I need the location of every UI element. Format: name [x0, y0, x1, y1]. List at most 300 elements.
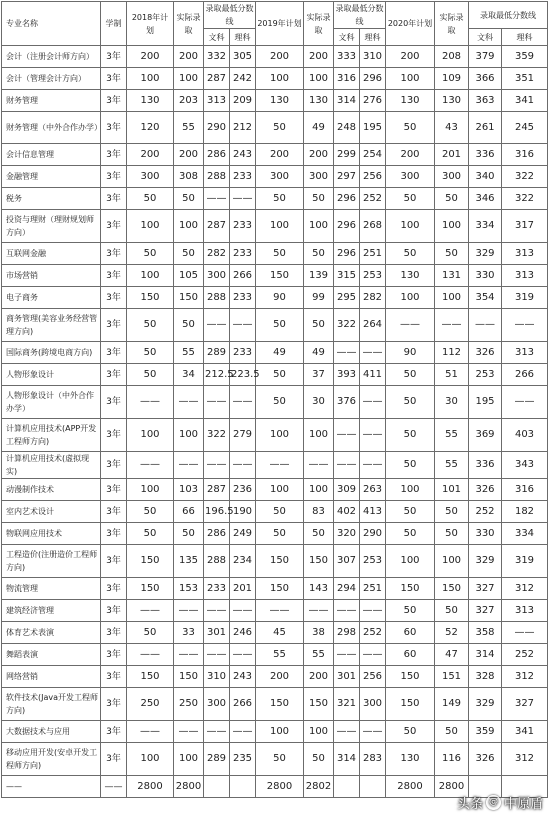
value-cell: 83 — [304, 501, 334, 523]
value-cell: 321 — [334, 688, 360, 721]
value-cell: 101 — [435, 479, 469, 501]
value-cell: 286 — [204, 144, 230, 166]
value-cell: 150 — [304, 545, 334, 578]
value-cell: 55 — [174, 112, 204, 144]
header-science-2019: 理科 — [360, 29, 386, 46]
value-cell: 43 — [435, 112, 469, 144]
value-cell: 200 — [256, 144, 304, 166]
value-cell: 50 — [386, 112, 435, 144]
duration-cell: 3年 — [101, 666, 127, 688]
value-cell: —— — [204, 309, 230, 342]
value-cell: 50 — [435, 523, 469, 545]
value-cell — [334, 776, 360, 798]
major-name-cell: 人物形象设计 — [2, 364, 101, 386]
value-cell: 100 — [435, 545, 469, 578]
value-cell: 332 — [204, 46, 230, 68]
major-name-cell: 室内艺术设计 — [2, 501, 101, 523]
value-cell — [360, 776, 386, 798]
value-cell: 287 — [204, 210, 230, 243]
major-name-cell: 网络营销 — [2, 666, 101, 688]
value-cell: 253 — [360, 265, 386, 287]
header-duration: 学制 — [101, 2, 127, 46]
value-cell: 150 — [386, 666, 435, 688]
value-cell: 50 — [127, 622, 174, 644]
value-cell: 320 — [334, 523, 360, 545]
value-cell: 130 — [127, 90, 174, 112]
value-cell: 316 — [502, 144, 548, 166]
value-cell: 358 — [469, 622, 502, 644]
value-cell: 100 — [386, 68, 435, 90]
table-row — [2, 166, 548, 188]
value-cell: —— — [360, 644, 386, 666]
value-cell: 55 — [174, 342, 204, 364]
value-cell: 130 — [256, 90, 304, 112]
value-cell: 266 — [230, 688, 256, 721]
major-name-cell: 税务 — [2, 188, 101, 210]
value-cell: 261 — [469, 112, 502, 144]
value-cell: 190 — [230, 501, 256, 523]
value-cell: 327 — [469, 600, 502, 622]
value-cell: 150 — [127, 545, 174, 578]
value-cell: 47 — [435, 644, 469, 666]
value-cell: 50 — [256, 243, 304, 265]
value-cell: 411 — [360, 364, 386, 386]
value-cell: —— — [204, 188, 230, 210]
value-cell: 30 — [304, 386, 334, 419]
value-cell: 55 — [435, 419, 469, 452]
value-cell: 413 — [360, 501, 386, 523]
table-row — [2, 90, 548, 112]
value-cell: 100 — [256, 479, 304, 501]
value-cell: 195 — [360, 112, 386, 144]
value-cell: 2800 — [127, 776, 174, 798]
value-cell: 330 — [469, 265, 502, 287]
duration-cell: 3年 — [101, 287, 127, 309]
duration-cell: 3年 — [101, 364, 127, 386]
header-plan-2020: 2020年计划 — [386, 2, 435, 46]
header-science-2020: 理科 — [502, 29, 548, 46]
value-cell: 300 — [256, 166, 304, 188]
value-cell: 276 — [360, 90, 386, 112]
major-name-cell: 电子商务 — [2, 287, 101, 309]
value-cell: 50 — [435, 501, 469, 523]
value-cell: 50 — [304, 309, 334, 342]
duration-cell: 3年 — [101, 721, 127, 743]
value-cell: 100 — [386, 210, 435, 243]
duration-cell: 3年 — [101, 342, 127, 364]
table-row — [2, 666, 548, 688]
value-cell: 376 — [334, 386, 360, 419]
value-cell: 313 — [502, 600, 548, 622]
value-cell: 50 — [435, 600, 469, 622]
value-cell: 50 — [256, 386, 304, 419]
major-name-cell: 商务管理(美容业务经营管理方向) — [2, 309, 101, 342]
value-cell: 50 — [386, 364, 435, 386]
value-cell: —— — [469, 309, 502, 342]
value-cell: —— — [230, 452, 256, 479]
value-cell: 50 — [127, 364, 174, 386]
value-cell: 334 — [469, 210, 502, 243]
value-cell: 296 — [334, 188, 360, 210]
value-cell: 50 — [304, 243, 334, 265]
major-name-cell: 建筑经济管理 — [2, 600, 101, 622]
value-cell: 313 — [502, 342, 548, 364]
value-cell: 52 — [435, 622, 469, 644]
value-cell: 130 — [386, 743, 435, 776]
table-row — [2, 386, 548, 419]
duration-cell: 3年 — [101, 644, 127, 666]
duration-cell: —— — [101, 776, 127, 798]
major-name-cell: 计算机应用技术(APP开发工程师方向) — [2, 419, 101, 452]
value-cell: 50 — [435, 188, 469, 210]
value-cell: 289 — [204, 342, 230, 364]
value-cell: 319 — [502, 545, 548, 578]
table-row — [2, 578, 548, 600]
value-cell: —— — [204, 644, 230, 666]
value-cell: 254 — [360, 144, 386, 166]
value-cell: 90 — [256, 287, 304, 309]
value-cell: 326 — [469, 342, 502, 364]
value-cell: 49 — [304, 342, 334, 364]
value-cell: 290 — [204, 112, 230, 144]
value-cell: 256 — [360, 166, 386, 188]
table-row — [2, 644, 548, 666]
value-cell: 150 — [127, 287, 174, 309]
value-cell: 336 — [469, 452, 502, 479]
value-cell: 327 — [502, 688, 548, 721]
value-cell: 33 — [174, 622, 204, 644]
value-cell: 295 — [334, 287, 360, 309]
major-name-cell: —— — [2, 776, 101, 798]
watermark — [457, 793, 543, 812]
value-cell: 150 — [127, 666, 174, 688]
value-cell: 312 — [502, 666, 548, 688]
header-plan-2019: 2019年计划 — [256, 2, 304, 46]
header-science-2018: 理科 — [230, 29, 256, 46]
table-row — [2, 523, 548, 545]
value-cell: —— — [127, 386, 174, 419]
value-cell: —— — [127, 644, 174, 666]
value-cell: 251 — [360, 243, 386, 265]
value-cell: 50 — [256, 112, 304, 144]
value-cell: 290 — [360, 523, 386, 545]
value-cell: —— — [360, 600, 386, 622]
duration-cell: 3年 — [101, 479, 127, 501]
duration-cell: 3年 — [101, 545, 127, 578]
value-cell: 60 — [386, 622, 435, 644]
value-cell: 50 — [174, 188, 204, 210]
header-actual-2019: 实际录取 — [304, 2, 334, 46]
value-cell: 150 — [174, 666, 204, 688]
value-cell: 346 — [469, 188, 502, 210]
value-cell: 287 — [204, 479, 230, 501]
value-cell: 150 — [256, 265, 304, 287]
value-cell: 379 — [469, 46, 502, 68]
major-name-cell: 国际商务(跨境电商方向) — [2, 342, 101, 364]
value-cell: 150 — [256, 545, 304, 578]
value-cell: 50 — [127, 501, 174, 523]
value-cell: 343 — [502, 452, 548, 479]
major-name-cell: 财务管理（中外合作办学） — [2, 112, 101, 144]
value-cell: 51 — [435, 364, 469, 386]
value-cell: 50 — [386, 188, 435, 210]
value-cell: 50 — [256, 523, 304, 545]
value-cell: 300 — [204, 688, 230, 721]
header-actual-2018: 实际录取 — [174, 2, 204, 46]
value-cell: 100 — [127, 210, 174, 243]
value-cell: 393 — [334, 364, 360, 386]
value-cell: 100 — [174, 419, 204, 452]
value-cell: —— — [230, 644, 256, 666]
value-cell: 120 — [127, 112, 174, 144]
value-cell: 313 — [204, 90, 230, 112]
major-name-cell: 体育艺术表演 — [2, 622, 101, 644]
value-cell: 250 — [127, 688, 174, 721]
duration-cell: 3年 — [101, 688, 127, 721]
value-cell: —— — [334, 452, 360, 479]
value-cell: 301 — [334, 666, 360, 688]
value-cell: —— — [256, 452, 304, 479]
value-cell: 366 — [469, 68, 502, 90]
value-cell: 251 — [360, 578, 386, 600]
value-cell: —— — [502, 309, 548, 342]
value-cell: 50 — [127, 309, 174, 342]
watermark-prefix: 头条 — [456, 797, 483, 812]
duration-cell: 3年 — [101, 243, 127, 265]
major-name-cell: 大数据技术与应用 — [2, 721, 101, 743]
value-cell: 354 — [469, 287, 502, 309]
value-cell: 100 — [435, 287, 469, 309]
value-cell: —— — [435, 309, 469, 342]
value-cell: 2802 — [304, 776, 334, 798]
value-cell: 308 — [174, 166, 204, 188]
value-cell: 100 — [386, 545, 435, 578]
table-row — [2, 545, 548, 578]
value-cell: 233 — [204, 578, 230, 600]
value-cell: —— — [127, 721, 174, 743]
value-cell: 312 — [502, 743, 548, 776]
value-cell: 294 — [334, 578, 360, 600]
value-cell: 300 — [127, 166, 174, 188]
value-cell: 313 — [502, 243, 548, 265]
value-cell: 100 — [304, 68, 334, 90]
major-name-cell: 会计（注册会计师方向） — [2, 46, 101, 68]
value-cell: 242 — [230, 68, 256, 90]
value-cell: 328 — [469, 666, 502, 688]
value-cell: 100 — [174, 743, 204, 776]
value-cell: —— — [174, 721, 204, 743]
duration-cell: 3年 — [101, 90, 127, 112]
duration-cell: 3年 — [101, 68, 127, 90]
duration-cell: 3年 — [101, 166, 127, 188]
value-cell: 100 — [304, 419, 334, 452]
value-cell: 212 — [230, 112, 256, 144]
value-cell: 50 — [386, 386, 435, 419]
value-cell: 195 — [469, 386, 502, 419]
value-cell: 314 — [469, 644, 502, 666]
at-icon: @ — [486, 795, 501, 810]
table-row — [2, 265, 548, 287]
value-cell: 200 — [304, 666, 334, 688]
value-cell: 50 — [127, 523, 174, 545]
value-cell: —— — [230, 309, 256, 342]
major-name-cell: 会计信息管理 — [2, 144, 101, 166]
value-cell: 286 — [204, 523, 230, 545]
header-min-score-2019: 录取最低分数线 — [334, 2, 386, 29]
value-cell: 150 — [174, 287, 204, 309]
value-cell: 130 — [386, 90, 435, 112]
value-cell: —— — [174, 600, 204, 622]
value-cell: 329 — [469, 243, 502, 265]
value-cell: —— — [502, 386, 548, 419]
duration-cell: 3年 — [101, 309, 127, 342]
value-cell: —— — [204, 452, 230, 479]
value-cell: 266 — [230, 265, 256, 287]
table-row — [2, 419, 548, 452]
value-cell: 50 — [386, 721, 435, 743]
value-cell: 305 — [230, 46, 256, 68]
table-row — [2, 68, 548, 90]
value-cell: 309 — [334, 479, 360, 501]
major-name-cell: 金融管理 — [2, 166, 101, 188]
value-cell: 50 — [174, 309, 204, 342]
value-cell: 300 — [435, 166, 469, 188]
value-cell: 245 — [502, 112, 548, 144]
value-cell: 100 — [304, 479, 334, 501]
value-cell: 100 — [174, 210, 204, 243]
value-cell: —— — [127, 452, 174, 479]
value-cell: 359 — [502, 46, 548, 68]
value-cell: 200 — [304, 46, 334, 68]
value-cell: —— — [204, 600, 230, 622]
value-cell: 50 — [386, 501, 435, 523]
value-cell: —— — [334, 419, 360, 452]
value-cell: —— — [502, 622, 548, 644]
duration-cell: 3年 — [101, 578, 127, 600]
major-name-cell: 移动应用开发(安卓开发工程师方向) — [2, 743, 101, 776]
value-cell: 50 — [256, 364, 304, 386]
value-cell: 341 — [502, 721, 548, 743]
value-cell: 50 — [127, 243, 174, 265]
value-cell: 100 — [256, 419, 304, 452]
value-cell: —— — [256, 600, 304, 622]
value-cell: 329 — [469, 545, 502, 578]
value-cell — [204, 776, 230, 798]
major-name-cell: 物流管理 — [2, 578, 101, 600]
value-cell: 200 — [386, 144, 435, 166]
value-cell: 235 — [230, 743, 256, 776]
value-cell: 233 — [230, 287, 256, 309]
header-plan-2018: 2018年计划 — [127, 2, 174, 46]
value-cell: 50 — [256, 309, 304, 342]
value-cell: —— — [334, 600, 360, 622]
table-row — [2, 287, 548, 309]
value-cell: 200 — [127, 46, 174, 68]
table-row — [2, 112, 548, 144]
value-cell: 38 — [304, 622, 334, 644]
value-cell: 150 — [435, 578, 469, 600]
table-row — [2, 622, 548, 644]
value-cell: 307 — [334, 545, 360, 578]
header-row — [2, 2, 548, 29]
value-cell: 49 — [304, 112, 334, 144]
value-cell: 252 — [360, 622, 386, 644]
value-cell: 313 — [502, 265, 548, 287]
value-cell: 334 — [502, 523, 548, 545]
table-row — [2, 479, 548, 501]
value-cell: 100 — [127, 479, 174, 501]
value-cell: 316 — [334, 68, 360, 90]
value-cell: 50 — [127, 342, 174, 364]
value-cell: —— — [204, 721, 230, 743]
header-actual-2020: 实际录取 — [435, 2, 469, 46]
value-cell: —— — [127, 600, 174, 622]
value-cell: 100 — [127, 743, 174, 776]
value-cell: 200 — [256, 666, 304, 688]
major-name-cell: 市场营销 — [2, 265, 101, 287]
value-cell: 296 — [360, 68, 386, 90]
value-cell: 131 — [435, 265, 469, 287]
value-cell: 201 — [435, 144, 469, 166]
value-cell: 109 — [435, 68, 469, 90]
table-row — [2, 721, 548, 743]
major-name-cell: 软件技术(Java开发工程师方向) — [2, 688, 101, 721]
value-cell: 196.5 — [204, 501, 230, 523]
value-cell: 55 — [435, 452, 469, 479]
value-cell: —— — [360, 419, 386, 452]
value-cell: 100 — [304, 210, 334, 243]
table-row — [2, 46, 548, 68]
value-cell: 402 — [334, 501, 360, 523]
value-cell: 103 — [174, 479, 204, 501]
value-cell: 288 — [204, 166, 230, 188]
value-cell: 253 — [469, 364, 502, 386]
value-cell: 50 — [256, 188, 304, 210]
major-name-cell: 互联网金融 — [2, 243, 101, 265]
value-cell: 243 — [230, 144, 256, 166]
value-cell: 50 — [386, 243, 435, 265]
value-cell: 296 — [334, 210, 360, 243]
value-cell: 135 — [174, 545, 204, 578]
value-cell: 201 — [230, 578, 256, 600]
value-cell: —— — [386, 309, 435, 342]
value-cell: 336 — [469, 144, 502, 166]
value-cell: —— — [230, 188, 256, 210]
value-cell: 369 — [469, 419, 502, 452]
value-cell: 99 — [304, 287, 334, 309]
value-cell: 200 — [174, 144, 204, 166]
value-cell: 212.5 — [204, 364, 230, 386]
value-cell: 316 — [502, 479, 548, 501]
watermark-handle: 中原盾 — [503, 797, 543, 812]
value-cell: 326 — [469, 743, 502, 776]
value-cell: 151 — [435, 666, 469, 688]
value-cell: 50 — [304, 523, 334, 545]
value-cell: —— — [174, 644, 204, 666]
value-cell: 297 — [334, 166, 360, 188]
value-cell: 60 — [386, 644, 435, 666]
value-cell: 50 — [435, 721, 469, 743]
value-cell: 359 — [469, 721, 502, 743]
value-cell: 150 — [386, 688, 435, 721]
value-cell: 322 — [502, 188, 548, 210]
value-cell: 50 — [256, 501, 304, 523]
value-cell: 248 — [334, 112, 360, 144]
value-cell: 143 — [304, 578, 334, 600]
header-min-score-2018: 录取最低分数线 — [204, 2, 256, 29]
value-cell: 2800 — [256, 776, 304, 798]
table-row — [2, 243, 548, 265]
